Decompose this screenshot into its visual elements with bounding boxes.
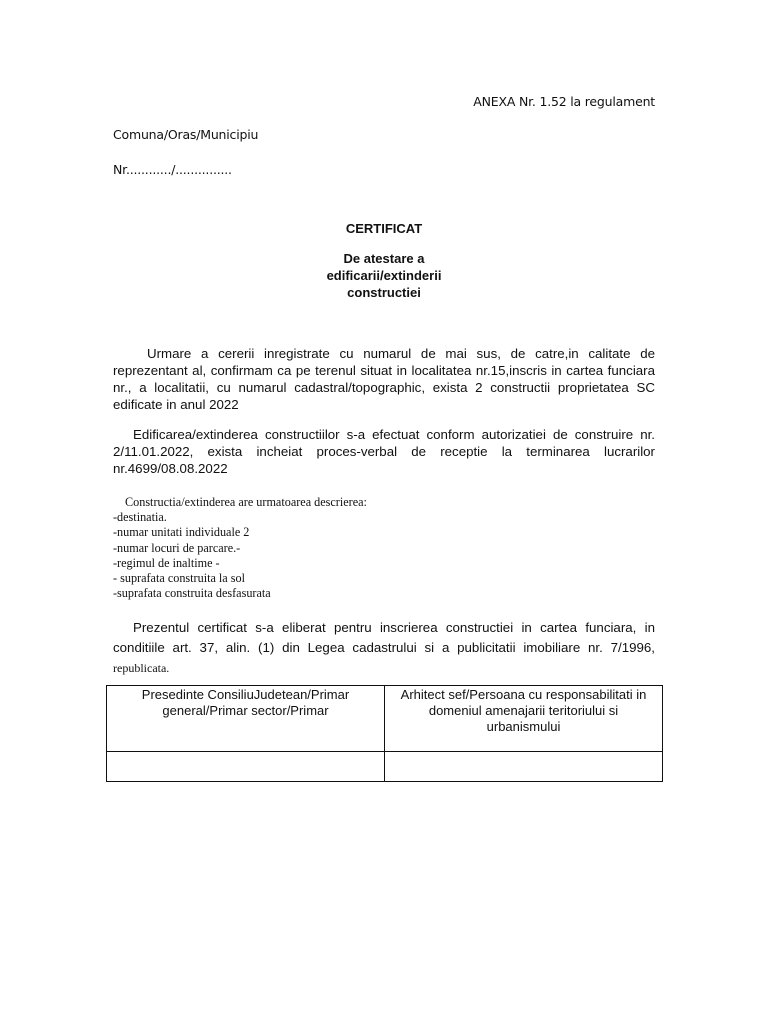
certificate-subtitle-line-1: De atestare a xyxy=(343,251,425,266)
signature-table xyxy=(106,685,663,782)
description-item: -destinatia. xyxy=(113,510,167,525)
certificate-subtitle-line-3: constructiei xyxy=(347,285,421,300)
description-item: -numar locuri de parcare.- xyxy=(113,540,241,555)
description-item: -numar unitati individuale 2 xyxy=(113,525,250,540)
signatory-left-label: Presedinte ConsiliuJudetean/Primar general/Primar sector/Primar xyxy=(107,686,385,752)
description-item: -regimul de inaltime - xyxy=(113,555,220,570)
signatory-right-label: Arhitect sef/Persoana cu responsabilitati in domeniul amenajarii teritoriului si urbanismului xyxy=(385,686,663,752)
signature-header-row xyxy=(107,686,663,752)
authorization-paragraph: Edificarea/extinderea constructiilor s-a efectuat conform autorizatiei de construire nr. 2/11.01.2022, exista incheiat proces-verbal de receptie la terminarea lucrarilor nr.4699/08.08.2022 xyxy=(113,427,655,476)
certificate-title-block xyxy=(0,220,768,301)
certificate-title: CERTIFICAT xyxy=(345,221,423,236)
signature-cell-left[interactable] xyxy=(107,752,385,782)
issuance-text: Prezentul certificat s-a eliberat pentru inscrierea constructiei in cartea funciara, in conditiile art. 37, alin. (1) din Legea cadastrului si a publicitatii imobiliare nr. 7/1996, xyxy=(113,620,655,655)
issuance-text-end: republicata. xyxy=(113,661,170,675)
signature-blank-row xyxy=(107,752,663,782)
request-paragraph: Urmare a cererii inregistrate cu numarul de mai sus, de catre,in calitate de reprezentant al, confirmam ca pe terenul situat in localitatea nr.15,inscris in cartea funciara nr., a localitatii, cu numarul cadastral/topographic, exista 2 constructii proprietatea SC edificate in anul 2022 xyxy=(113,346,655,412)
signature-cell-right[interactable] xyxy=(385,752,663,782)
issuance-paragraph xyxy=(113,618,655,678)
certificate-subtitle-line-2: edificarii/extinderii xyxy=(326,268,442,283)
annex-reference: ANEXA Nr. 1.52 la regulament xyxy=(473,94,655,109)
description-intro: Constructia/extinderea are urmatoarea descrierea: xyxy=(125,495,367,509)
description-item: -suprafata construita desfasurata xyxy=(113,586,271,601)
description-item: - suprafata construita la sol xyxy=(113,571,245,586)
registration-number: Nr............/............... xyxy=(113,162,232,177)
construction-description xyxy=(113,495,655,601)
municipality-label: Comuna/Oras/Municipiu xyxy=(113,127,259,142)
